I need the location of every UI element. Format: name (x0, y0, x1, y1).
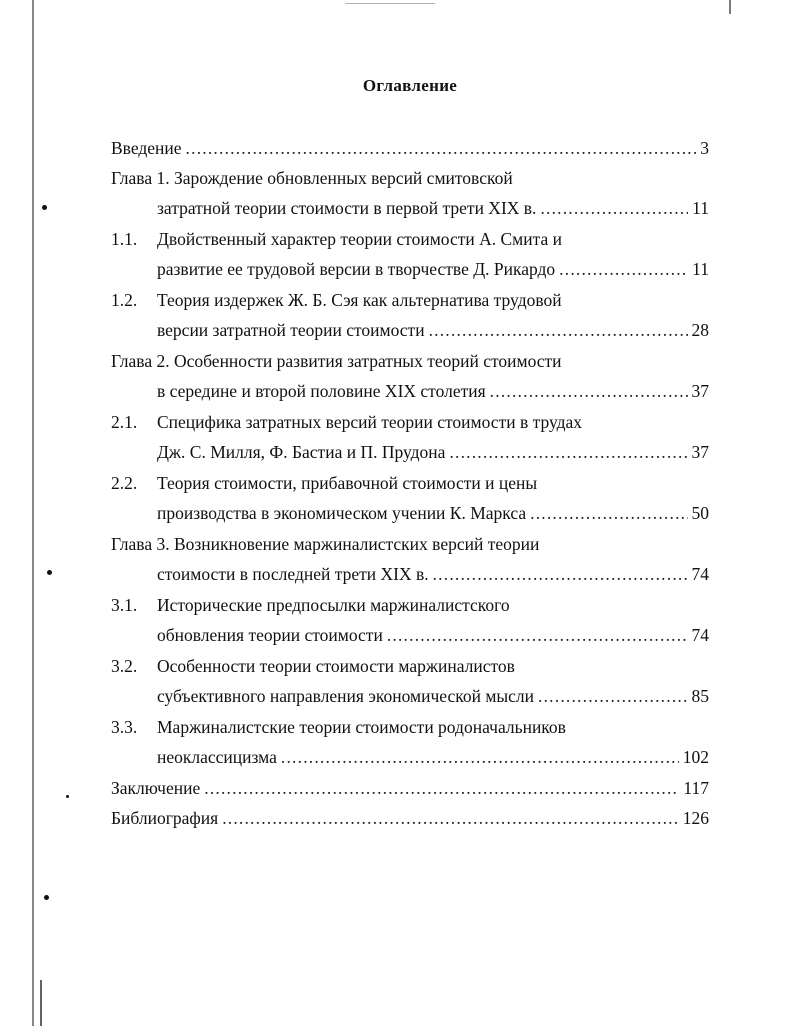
toc-entry-number: 1.1. (111, 229, 138, 249)
scan-top-mark (729, 0, 731, 14)
toc-entry (111, 590, 709, 651)
toc-entry-line (111, 376, 709, 406)
toc-page-number: 50 (691, 503, 709, 523)
toc-page-number: 126 (682, 808, 709, 828)
toc-entry-number: 3.3. (111, 717, 138, 737)
scan-speck (42, 205, 47, 210)
scan-speck (66, 795, 69, 798)
toc-page-number: 11 (692, 198, 709, 218)
toc-entry-title: Заключение (111, 778, 201, 798)
toc-entry-title: Библиография (111, 808, 219, 828)
toc-entry-title: Особенности теории стоимости маржиналистов (157, 656, 515, 676)
toc-entry-title: Глава 1. Зарождение обновленных версий смитовской (111, 168, 513, 188)
dot-leader (281, 742, 679, 772)
toc-page-number: 11 (692, 259, 709, 279)
scan-speck (47, 570, 52, 575)
toc-entry-title: производства в экономическом учении К. Маркса (157, 503, 527, 523)
toc-entry-title: Теория издержек Ж. Б. Сэя как альтернатива трудовой (157, 290, 562, 310)
toc-entry-line (111, 773, 709, 803)
toc-entry (111, 133, 709, 163)
toc-entry-title: Исторические предпосылки маржиналистского (157, 595, 510, 615)
toc-entry-title: неоклассицизма (157, 747, 277, 767)
toc-page-number: 74 (691, 564, 709, 584)
toc-page-number: 74 (691, 625, 709, 645)
scan-edge-mark (40, 980, 42, 1026)
dot-leader (429, 315, 688, 345)
page-title: Оглавление (362, 76, 458, 95)
toc-entry (111, 407, 709, 468)
toc-entry-line (111, 468, 709, 498)
toc-entry-line (111, 346, 709, 376)
toc-entry-number: 1.2. (111, 290, 138, 310)
toc-entry-title: Специфика затратных версий теории стоимости в трудах (157, 412, 583, 432)
toc-entry-line (111, 224, 709, 254)
toc-entry-line (111, 742, 709, 772)
toc-entry-title: Маржиналистские теории стоимости родоначальников (157, 717, 566, 737)
table-of-contents (111, 133, 709, 833)
scan-speck (44, 895, 49, 900)
toc-entry-title: Двойственный характер теории стоимости А. Смита и (157, 229, 562, 249)
scan-top-rule (345, 3, 435, 4)
toc-entry-number: 2.1. (111, 412, 138, 432)
dot-leader (222, 803, 679, 833)
toc-entry (111, 803, 709, 833)
toc-entry-line (111, 133, 709, 163)
toc-entry (111, 468, 709, 529)
toc-entry-line (111, 315, 709, 345)
dot-leader (433, 559, 688, 589)
dot-leader (530, 498, 687, 528)
toc-entry-title: Дж. С. Милля, Ф. Бастиа и П. Прудона (157, 442, 446, 462)
toc-entry-title: развитие ее трудовой версии в творчестве Д. Рикардо (157, 259, 556, 279)
toc-entry-number: 3.2. (111, 656, 138, 676)
toc-entry (111, 285, 709, 346)
toc-entry-line (111, 163, 709, 193)
toc-page-number: 37 (691, 381, 709, 401)
toc-entry (111, 651, 709, 712)
toc-entry-line (111, 407, 709, 437)
toc-entry (111, 163, 709, 224)
toc-entry (111, 224, 709, 285)
dot-leader (490, 376, 688, 406)
dot-leader (387, 620, 688, 650)
dot-leader (204, 773, 679, 803)
toc-entry-line (111, 590, 709, 620)
dot-leader (540, 193, 688, 223)
toc-entry (111, 712, 709, 773)
toc-entry-title: Введение (111, 138, 182, 158)
toc-entry-line (111, 193, 709, 223)
toc-entry-line (111, 681, 709, 711)
toc-page-number: 28 (691, 320, 709, 340)
toc-entry-line (111, 620, 709, 650)
toc-page-number: 37 (691, 442, 709, 462)
toc-entry-line (111, 498, 709, 528)
toc-entry-title: затратной теории стоимости в первой трети XIX в. (157, 198, 537, 218)
toc-entry-number: 3.1. (111, 595, 138, 615)
dot-leader (559, 254, 688, 284)
dot-leader (538, 681, 687, 711)
toc-entry-line (111, 803, 709, 833)
toc-page-number: 3 (700, 138, 709, 158)
toc-entry-title: версии затратной теории стоимости (157, 320, 425, 340)
toc-entry-line (111, 437, 709, 467)
toc-entry (111, 773, 709, 803)
toc-page-number: 85 (691, 686, 709, 706)
toc-entry-title: обновления теории стоимости (157, 625, 383, 645)
scan-edge-line (32, 0, 34, 1026)
dot-leader (186, 133, 697, 163)
toc-entry-title: Теория стоимости, прибавочной стоимости и цены (157, 473, 538, 493)
toc-entry (111, 529, 709, 590)
toc-entry-title: субъективного направления экономической мысли (157, 686, 535, 706)
toc-entry-line (111, 651, 709, 681)
toc-entry-line (111, 559, 709, 589)
dot-leader (449, 437, 687, 467)
toc-entry-line (111, 712, 709, 742)
toc-entry-title: Глава 2. Особенности развития затратных теорий стоимости (111, 351, 562, 371)
toc-page-number: 117 (683, 778, 709, 798)
toc-entry-title: стоимости в последней трети XIX в. (157, 564, 429, 584)
toc-page-number: 102 (682, 747, 709, 767)
toc-entry-line (111, 285, 709, 315)
toc-entry (111, 346, 709, 407)
toc-entry-line (111, 529, 709, 559)
toc-entry-title: в середине и второй половине XIX столетия (157, 381, 486, 401)
toc-entry-line (111, 254, 709, 284)
toc-entry-title: Глава 3. Возникновение маржиналистских версий теории (111, 534, 540, 554)
toc-entry-number: 2.2. (111, 473, 138, 493)
